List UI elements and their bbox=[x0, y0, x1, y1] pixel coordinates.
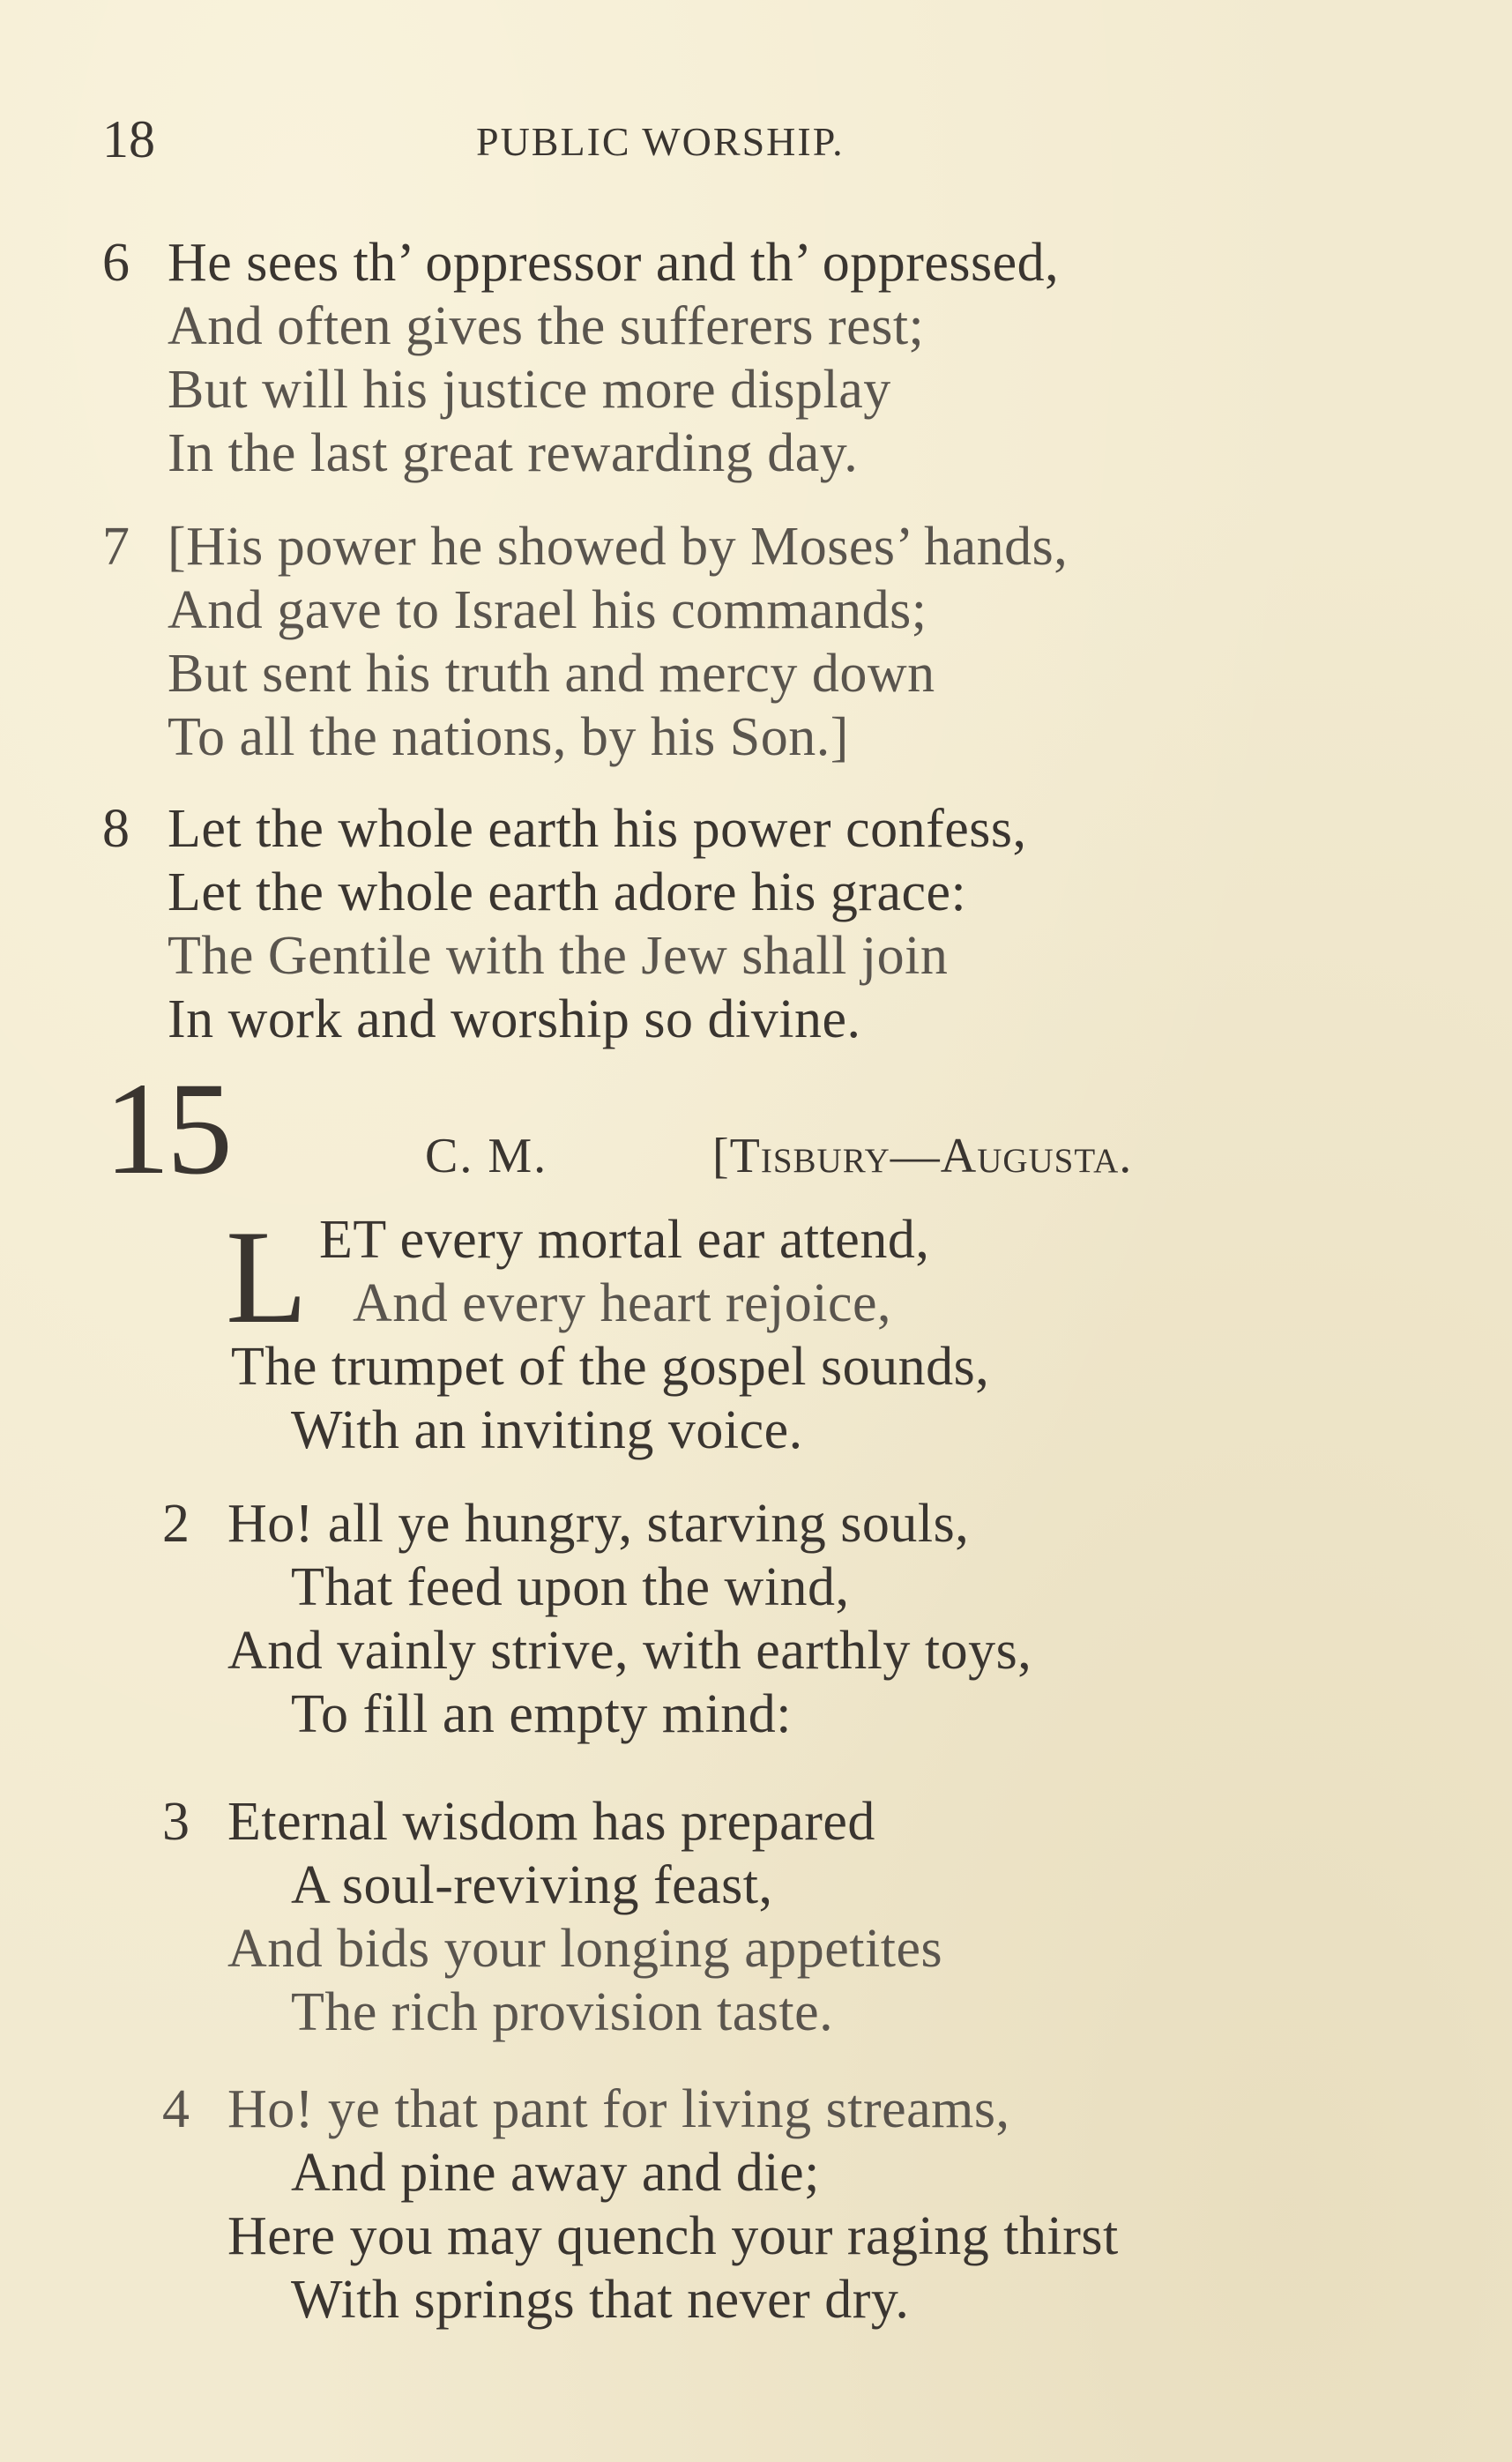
stanza-line: The trumpet of the gospel sounds, bbox=[231, 1337, 990, 1397]
drop-cap: L bbox=[226, 1203, 308, 1351]
tune-dash: — bbox=[890, 1129, 941, 1183]
stanza-number: 6 bbox=[102, 233, 130, 293]
hymn-number: 15 bbox=[104, 1056, 229, 1202]
stanza-line: But sent his truth and mercy down bbox=[168, 644, 935, 704]
page-header bbox=[0, 104, 1512, 175]
running-head: PUBLIC WORSHIP. bbox=[476, 119, 845, 164]
stanza-line: And often gives the sufferers rest; bbox=[168, 296, 925, 356]
stanza-line: With springs that never dry. bbox=[291, 2270, 910, 2330]
stanza-line: That feed upon the wind, bbox=[291, 1557, 850, 1617]
stanza-number: 4 bbox=[162, 2079, 190, 2139]
stanza-line: Let the whole earth adore his grace: bbox=[168, 862, 967, 922]
stanza-line: In the last great rewarding day. bbox=[168, 423, 859, 483]
stanza-line: [His power he showed by Moses’ hands, bbox=[168, 517, 1069, 577]
stanza-line: But will his justice more display bbox=[168, 360, 891, 420]
tune-names bbox=[712, 1125, 1132, 1187]
stanza-line: And bids your longing appetites bbox=[227, 1919, 943, 1979]
stanza-line: And every heart rejoice, bbox=[353, 1273, 892, 1333]
stanza-line: Here you may quench your raging thirst bbox=[227, 2206, 1119, 2266]
stanza-line: Eternal wisdom has prepared bbox=[227, 1792, 875, 1852]
stanza-line: In work and worship so divine. bbox=[168, 989, 861, 1049]
stanza-line: ET every mortal ear attend, bbox=[319, 1210, 930, 1270]
hymn-meter: C. M. bbox=[425, 1129, 548, 1183]
tune-open-bracket: [ bbox=[712, 1129, 730, 1183]
stanza-line: Let the whole earth his power confess, bbox=[168, 799, 1027, 859]
tune-name-second: Augusta bbox=[940, 1129, 1120, 1183]
stanza-line: And gave to Israel his commands; bbox=[168, 580, 927, 640]
stanza-line: And vainly strive, with earthly toys, bbox=[227, 1621, 1032, 1681]
stanza-line: To all the nations, by his Son.] bbox=[168, 707, 849, 767]
tune-name-first: Tisbury bbox=[729, 1129, 890, 1183]
stanza-number: 7 bbox=[102, 517, 130, 577]
stanza-number: 3 bbox=[162, 1792, 190, 1852]
stanza-line: To fill an empty mind: bbox=[291, 1684, 793, 1744]
stanza-line: A soul-reviving feast, bbox=[291, 1855, 773, 1915]
tune-period: . bbox=[1119, 1129, 1133, 1183]
stanza-line: The Gentile with the Jew shall join bbox=[168, 926, 949, 986]
page-number: 18 bbox=[102, 110, 155, 168]
stanza-number: 8 bbox=[102, 799, 130, 859]
stanza-line: And pine away and die; bbox=[291, 2143, 820, 2203]
stanza-number: 2 bbox=[162, 1494, 190, 1554]
stanza-line: Ho! ye that pant for living streams, bbox=[227, 2079, 1010, 2139]
stanza-line: The rich provision taste. bbox=[291, 1982, 834, 2042]
stanza-line: Ho! all ye hungry, starving souls, bbox=[227, 1494, 970, 1554]
stanza-line: He sees th’ oppressor and th’ oppressed, bbox=[168, 233, 1060, 293]
stanza-line: With an inviting voice. bbox=[291, 1400, 803, 1460]
